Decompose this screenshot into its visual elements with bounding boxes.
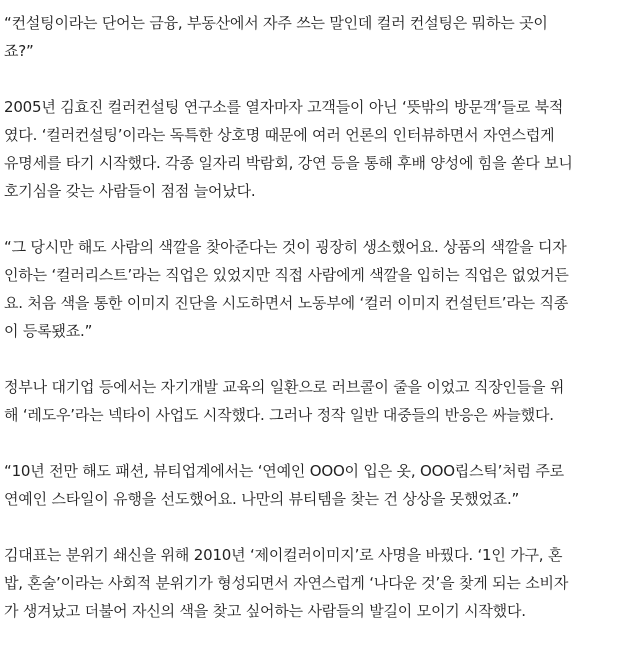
text-line: 김대표는 분위기 쇄신을 위해 2010년 ‘제이컬러이미지’로 사명을 바꿨다. ‘1인 가구, 혼 bbox=[4, 546, 563, 564]
text-line: 정부나 대기업 등에서는 자기개발 교육의 일환으로 러브콜이 줄을 이었고 직장인들을 위 bbox=[4, 378, 565, 396]
text-line: 이 등록됐죠.” bbox=[4, 322, 93, 340]
text-line: 유명세를 타기 시작했다. 각종 일자리 박람회, 강연 등을 통해 후배 양성에 힘을 쏟다 보니 bbox=[4, 154, 573, 172]
text-line: 2005년 김효진 컬러컨설팅 연구소를 열자마자 고객들이 아닌 ‘뜻밖의 방문객’들로 북적 bbox=[4, 98, 564, 116]
text-line: “컨설팅이라는 단어는 금융, 부동산에서 자주 쓰는 말인데 컬러 컨설팅은 뭐하는 곳이 bbox=[4, 14, 548, 32]
text-line: “10년 전만 해도 패션, 뷰티업계에서는 ‘연예인 OOO이 입은 옷, OOO립스틱’처럼 주로 bbox=[4, 462, 564, 480]
text-line: 해 ‘레도우’라는 넥타이 사업도 시작했다. 그러나 정작 일반 대중들의 반응은 싸늘했다. bbox=[4, 406, 554, 424]
text-line: 요. 처음 색을 통한 이미지 진단을 시도하면서 노동부에 ‘컬러 이미지 컨설턴트’라는 직종 bbox=[4, 294, 569, 312]
text-line: 인하는 ‘컬러리스트’라는 직업은 있었지만 직접 사람에게 색깔을 입히는 직업은 없었거든 bbox=[4, 266, 569, 284]
text-line: 가 생겨났고 더불어 자신의 색을 찾고 싶어하는 사람들의 발길이 모이기 시작했다. bbox=[4, 602, 526, 620]
text-line: “그 당시만 해도 사람의 색깔을 찾아준다는 것이 굉장히 생소했어요. 상품의 색깔을 디자 bbox=[4, 238, 567, 256]
text-line: 죠?” bbox=[4, 42, 34, 60]
text-line: 연예인 스타일이 유행을 선도했어요. 나만의 뷰티템을 찾는 건 상상을 못했었죠.” bbox=[4, 490, 520, 508]
text-line: 호기심을 갖는 사람들이 점점 늘어났다. bbox=[4, 182, 256, 200]
text-line: 밥, 혼술’이라는 사회적 분위기가 형성되면서 자연스럽게 ‘나다운 것’을 찾게 되는 소비자 bbox=[4, 574, 569, 592]
text-line: 였다. ‘컬러컨설팅’이라는 독특한 상호명 때문에 여러 언론의 인터뷰하면서 자연스럽게 bbox=[4, 126, 555, 144]
